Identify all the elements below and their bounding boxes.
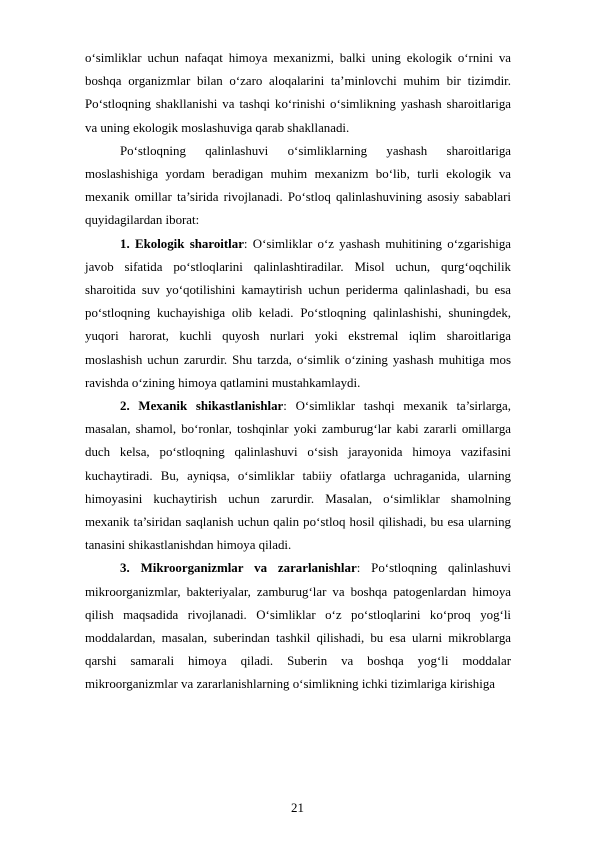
list-item-term: Ekologik sharoitlar bbox=[134, 236, 244, 251]
list-item-text: : Po‘stloqning qalinlashuvi mikroorganizmlar, bakteriyalar, zamburug‘lar va boshqa patogenlardan himoya qilish maqsadida rivojlanadi. O‘simliklar o‘z po‘stloqlarini ko‘proq yog‘li moddalardan, masalan, suberindan tashkil qilishadi, bu esa ularni mikroblarga qarshi samarali himoya qiladi. Suberin va boshqa yog‘li moddalar mikroorganizmlar va zararlanishlarning o‘simlikning ichki tizimlariga kirishiga bbox=[85, 561, 511, 692]
page-number: 21 bbox=[291, 801, 304, 815]
list-item-term: Mexanik shikastlanishlar bbox=[138, 399, 284, 414]
list-item-text: : O‘simliklar tashqi mexanik ta’sirlarga, masalan, shamol, bo‘ronlar, toshqinlar yoki zamburug‘lar kabi zararli omillarga duch kelsa, po‘stloqning qalinlashuvi o‘sish jarayonida himoya vazifasini kuchaytiradi. Bu, ayniqsa, o‘simliklar tabiiy ofatlarga uchraganida, ularning himoyasini kuchaytirish uchun zarurdir. Masalan, o‘simliklar shamolning mexanik ta’siridan saqlanish uchun qalin po‘stloq hosil qilishadi, bu esa ularning tanasini shikastlanishdan himoya qiladi. bbox=[85, 399, 512, 553]
paragraph-text: o‘simliklar uchun nafaqat himoya mexanizmi, balki uning ekologik o‘rnini va boshqa organizmlar bilan o‘zaro aloqalarini ta’minlovchi muhim bir tizimdir. Po‘stloqning shakllanishi va tashqi ko‘rinishi o‘simlikning yashash sharoitlariga va uning ekologik moslashuviga qarab shakllanadi. bbox=[85, 51, 511, 135]
list-item-number: 1. bbox=[120, 236, 135, 251]
paragraph-continuation bbox=[85, 47, 511, 140]
list-item-microorganisms bbox=[85, 557, 511, 696]
document-body bbox=[85, 47, 511, 697]
paragraph-text: Po‘stloqning qalinlashuvi o‘simliklarning yashash sharoitlariga moslashishiga yordam beradigan muhim mexanizm bo‘lib, turli ekologik va mexanik omillar ta’sirida rivojlanadi. Po‘stloq qalinlashuvining asosiy sabablari quyidagilardan iborat: bbox=[85, 143, 511, 228]
list-item-text: : O‘simliklar o‘z yashash muhitining o‘zgarishiga javob sifatida po‘stloqlarini qalinlashtiradilar. Misol uchun, qurg‘oqchilik sharoitida suv yo‘qotilishini kamaytirish uchun periderma qalinlashadi, bu esa po‘stloqning kuchayishiga olib keladi. Po‘stloqning qalinlashishi, shuningdek, yuqori harorat, kuchli quyosh nurlari yoki ekstremal iqlim sharoitlariga moslashish uchun zarurdir. Shu tarzda, o‘simlik o‘zining yashash muhitiga mos ravishda o‘zining himoya qatlamini mustahkamlaydi. bbox=[85, 236, 512, 390]
list-item-ecological-conditions bbox=[85, 233, 511, 395]
list-item-number: 2. bbox=[120, 399, 139, 414]
list-item-term: Mikroorganizmlar va zararlanishlar bbox=[140, 561, 357, 576]
list-item-number: 3. bbox=[120, 561, 141, 576]
list-item-mechanical-damage bbox=[85, 395, 511, 557]
paragraph-intro bbox=[85, 140, 511, 233]
